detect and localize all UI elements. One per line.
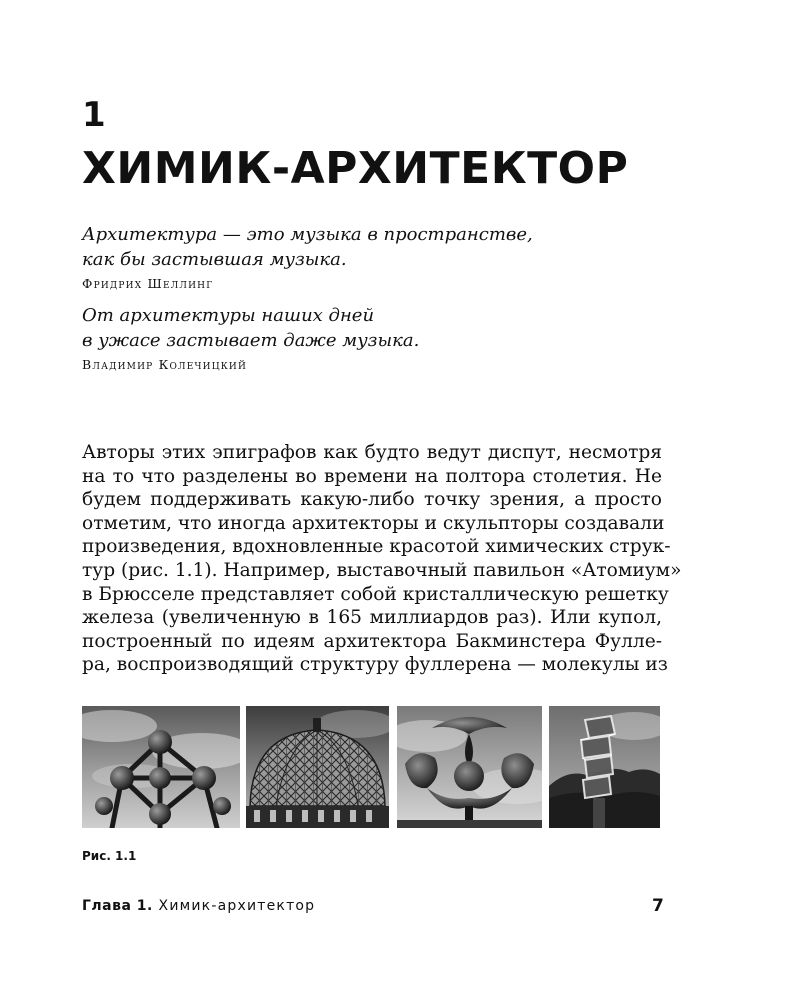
twisted-sculpture-photo	[549, 706, 660, 828]
epigraph-author: Владимир Колечицкий	[82, 357, 248, 372]
epigraph-1	[82, 222, 642, 291]
epigraph-line: От архитектуры наших дней	[82, 305, 375, 326]
body-paragraph	[82, 441, 682, 677]
epigraph-quote	[82, 303, 642, 353]
atomium-photo	[82, 706, 240, 828]
epigraph-line: Архитектура — это музыка в пространстве,	[82, 224, 533, 245]
chapter-number: 1	[82, 95, 106, 135]
epigraph-quote	[82, 222, 642, 272]
body-line: построенный по идеям архитектора Бакминстера Фулле-	[82, 630, 662, 652]
footer-chapter-label: Глава 1.	[82, 898, 153, 914]
epigraph-2	[82, 303, 642, 372]
molecule-sculpture-photo	[397, 706, 542, 828]
body-line: в Брюсселе представляет собой кристаллическую решетку	[82, 583, 669, 605]
body-line: ра, воспроизводящий структуру фуллерена — молекулы из	[82, 654, 668, 676]
body-line: тур (рис. 1.1). Например, выставочный павильон «Атомиум»	[82, 559, 682, 581]
epigraph-author: Фридрих Шеллинг	[82, 276, 214, 291]
footer-chapter-name: Химик-архитектор	[158, 898, 316, 914]
figure-caption: Рис. 1.1	[82, 849, 137, 863]
body-line: будем поддерживать какую-либо точку зрения, а просто	[82, 489, 662, 511]
body-line: железа (увеличенную в 165 миллиардов раз). Или купол,	[82, 607, 662, 629]
chapter-title: ХИМИК-АРХИТЕКТОР	[82, 143, 629, 194]
epigraph-line: как бы застывшая музыка.	[82, 249, 347, 270]
running-footer	[82, 898, 315, 914]
body-line: произведения, вдохновленные красотой химических струк-	[82, 536, 671, 558]
body-line: отметим, что иногда архитекторы и скульпторы создавали	[82, 512, 665, 534]
geodesic-dome-photo	[246, 706, 389, 828]
body-line: на то что разделены во времени на полтора столетия. Не	[82, 465, 662, 487]
page-number: 7	[652, 896, 664, 916]
body-line: Авторы этих эпиграфов как будто ведут диспут, несмотря	[82, 442, 662, 463]
epigraph-line: в ужасе застывает даже музыка.	[82, 330, 420, 351]
